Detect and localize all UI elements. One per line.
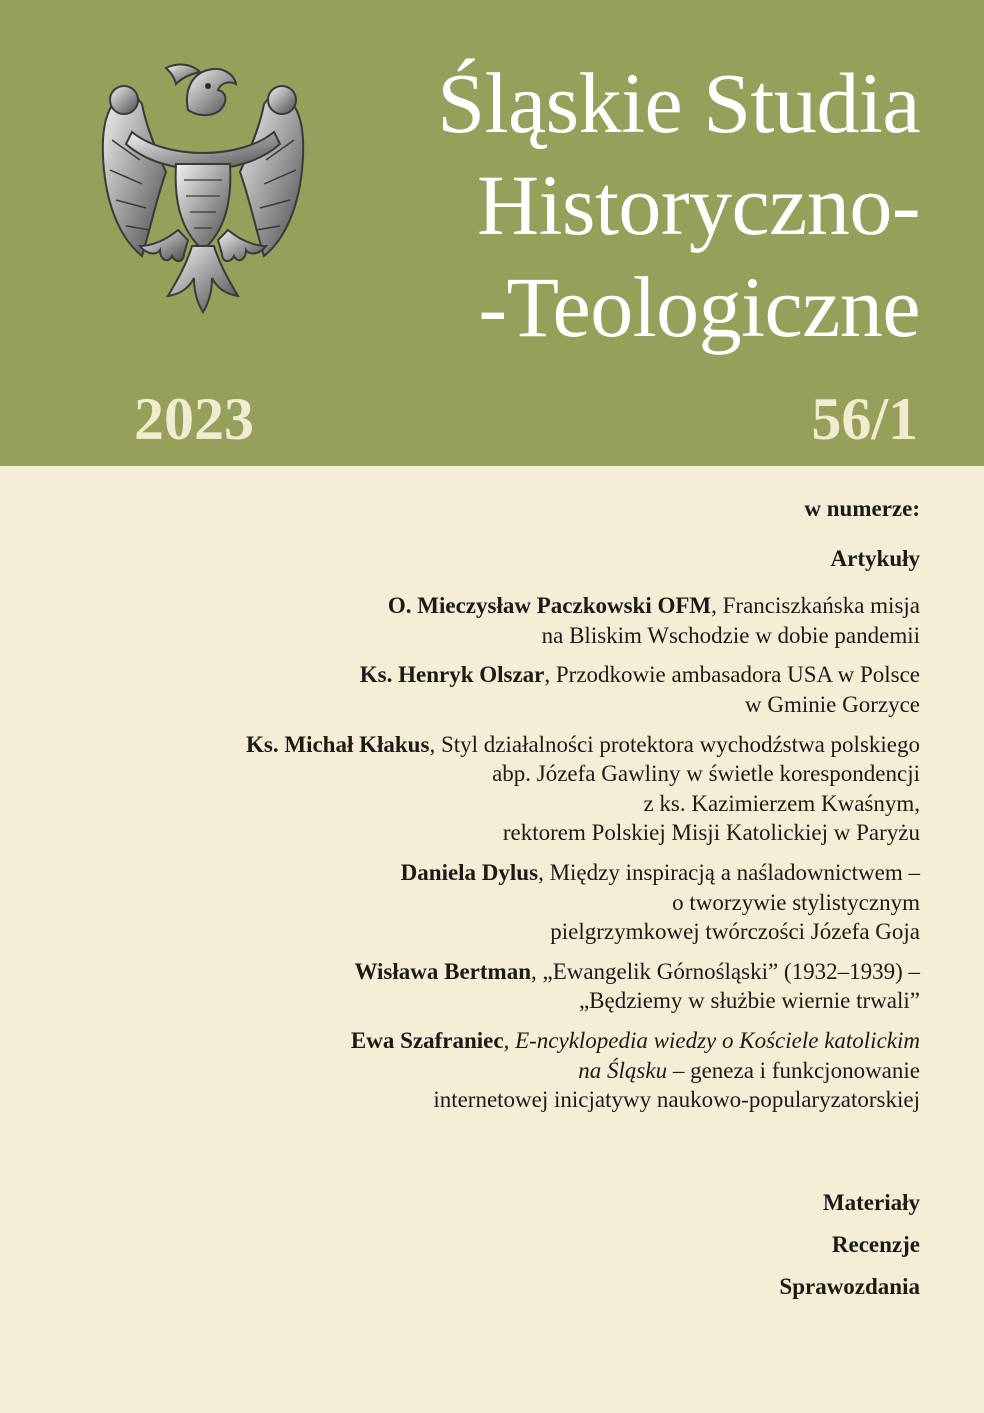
article-title-line: pielgrzymkowej twórczości Józefa Goja <box>550 919 920 945</box>
journal-title <box>320 52 920 358</box>
article-entry-6 <box>60 1026 920 1115</box>
journal-title-line-2: Historyczno- <box>477 157 920 253</box>
article-title: , Franciszkańska misja <box>711 593 920 619</box>
article-author: Ewa Szafraniec <box>350 1027 504 1053</box>
article-title: , Styl działalności protektora wychodźstwa polskiego <box>429 731 920 757</box>
article-title-line: rektorem Polskiej Misji Katolickiej w Paryżu <box>502 820 920 846</box>
issue-year: 2023 <box>134 386 254 452</box>
article-author: O. Mieczysław Paczkowski OFM <box>387 593 712 619</box>
article-title-line: abp. Józefa Gawliny w świetle korespondencji <box>492 761 920 787</box>
section-reports: Sprawozdania <box>779 1274 920 1299</box>
article-title-line: internetowej inicjatywy naukowo-popularyzatorskiej <box>433 1087 920 1113</box>
article-title-italic: na Śląsku <box>578 1057 668 1083</box>
journal-title-line-3: -Teologiczne <box>478 259 920 355</box>
article-author: Ks. Henryk Olszar <box>359 662 545 688</box>
article-author: Daniela Dylus <box>400 859 539 885</box>
section-materials: Materiały <box>822 1190 920 1215</box>
article-title-line: – geneza i funkcjonowanie <box>667 1057 920 1083</box>
issue-volume: 56/1 <box>811 386 918 452</box>
article-entry-1 <box>60 591 920 650</box>
article-author: Ks. Michał Kłakus <box>246 731 430 757</box>
in-issue-label: w numerze: <box>804 496 920 521</box>
article-title-line: „Będziemy w służbie wiernie trwali” <box>578 988 920 1014</box>
article-title-line: na Bliskim Wschodzie w dobie pandemii <box>541 622 920 648</box>
other-sections <box>520 1182 920 1308</box>
article-entry-5 <box>60 957 920 1016</box>
article-title-plain: , <box>503 1027 516 1053</box>
article-entry-4 <box>60 858 920 947</box>
silesian-eagle-icon <box>96 60 310 316</box>
article-title-line: w Gminie Gorzyce <box>745 691 920 717</box>
article-author: Wisława Bertman <box>354 958 531 984</box>
journal-title-line-1: Śląskie Studia <box>437 55 920 151</box>
table-of-contents <box>60 494 920 1125</box>
article-entry-2 <box>60 660 920 719</box>
article-entry-3 <box>60 730 920 848</box>
section-reviews: Recenzje <box>831 1232 920 1257</box>
article-title-italic: E-ncyklopedia wiedzy o Kościele katolickim <box>515 1027 920 1053</box>
article-title: , Przodkowie ambasadora USA w Polsce <box>544 662 920 688</box>
article-title-line: z ks. Kazimierzem Kwaśnym, <box>643 790 920 816</box>
article-title: , „Ewangelik Górnośląski” (1932–1939) – <box>530 958 920 984</box>
article-title-line: o tworzywie stylistycznym <box>672 889 920 915</box>
cover-header <box>0 0 984 466</box>
articles-heading: Artykuły <box>830 545 920 571</box>
article-title: , Między inspiracją a naśladownictwem – <box>538 859 920 885</box>
